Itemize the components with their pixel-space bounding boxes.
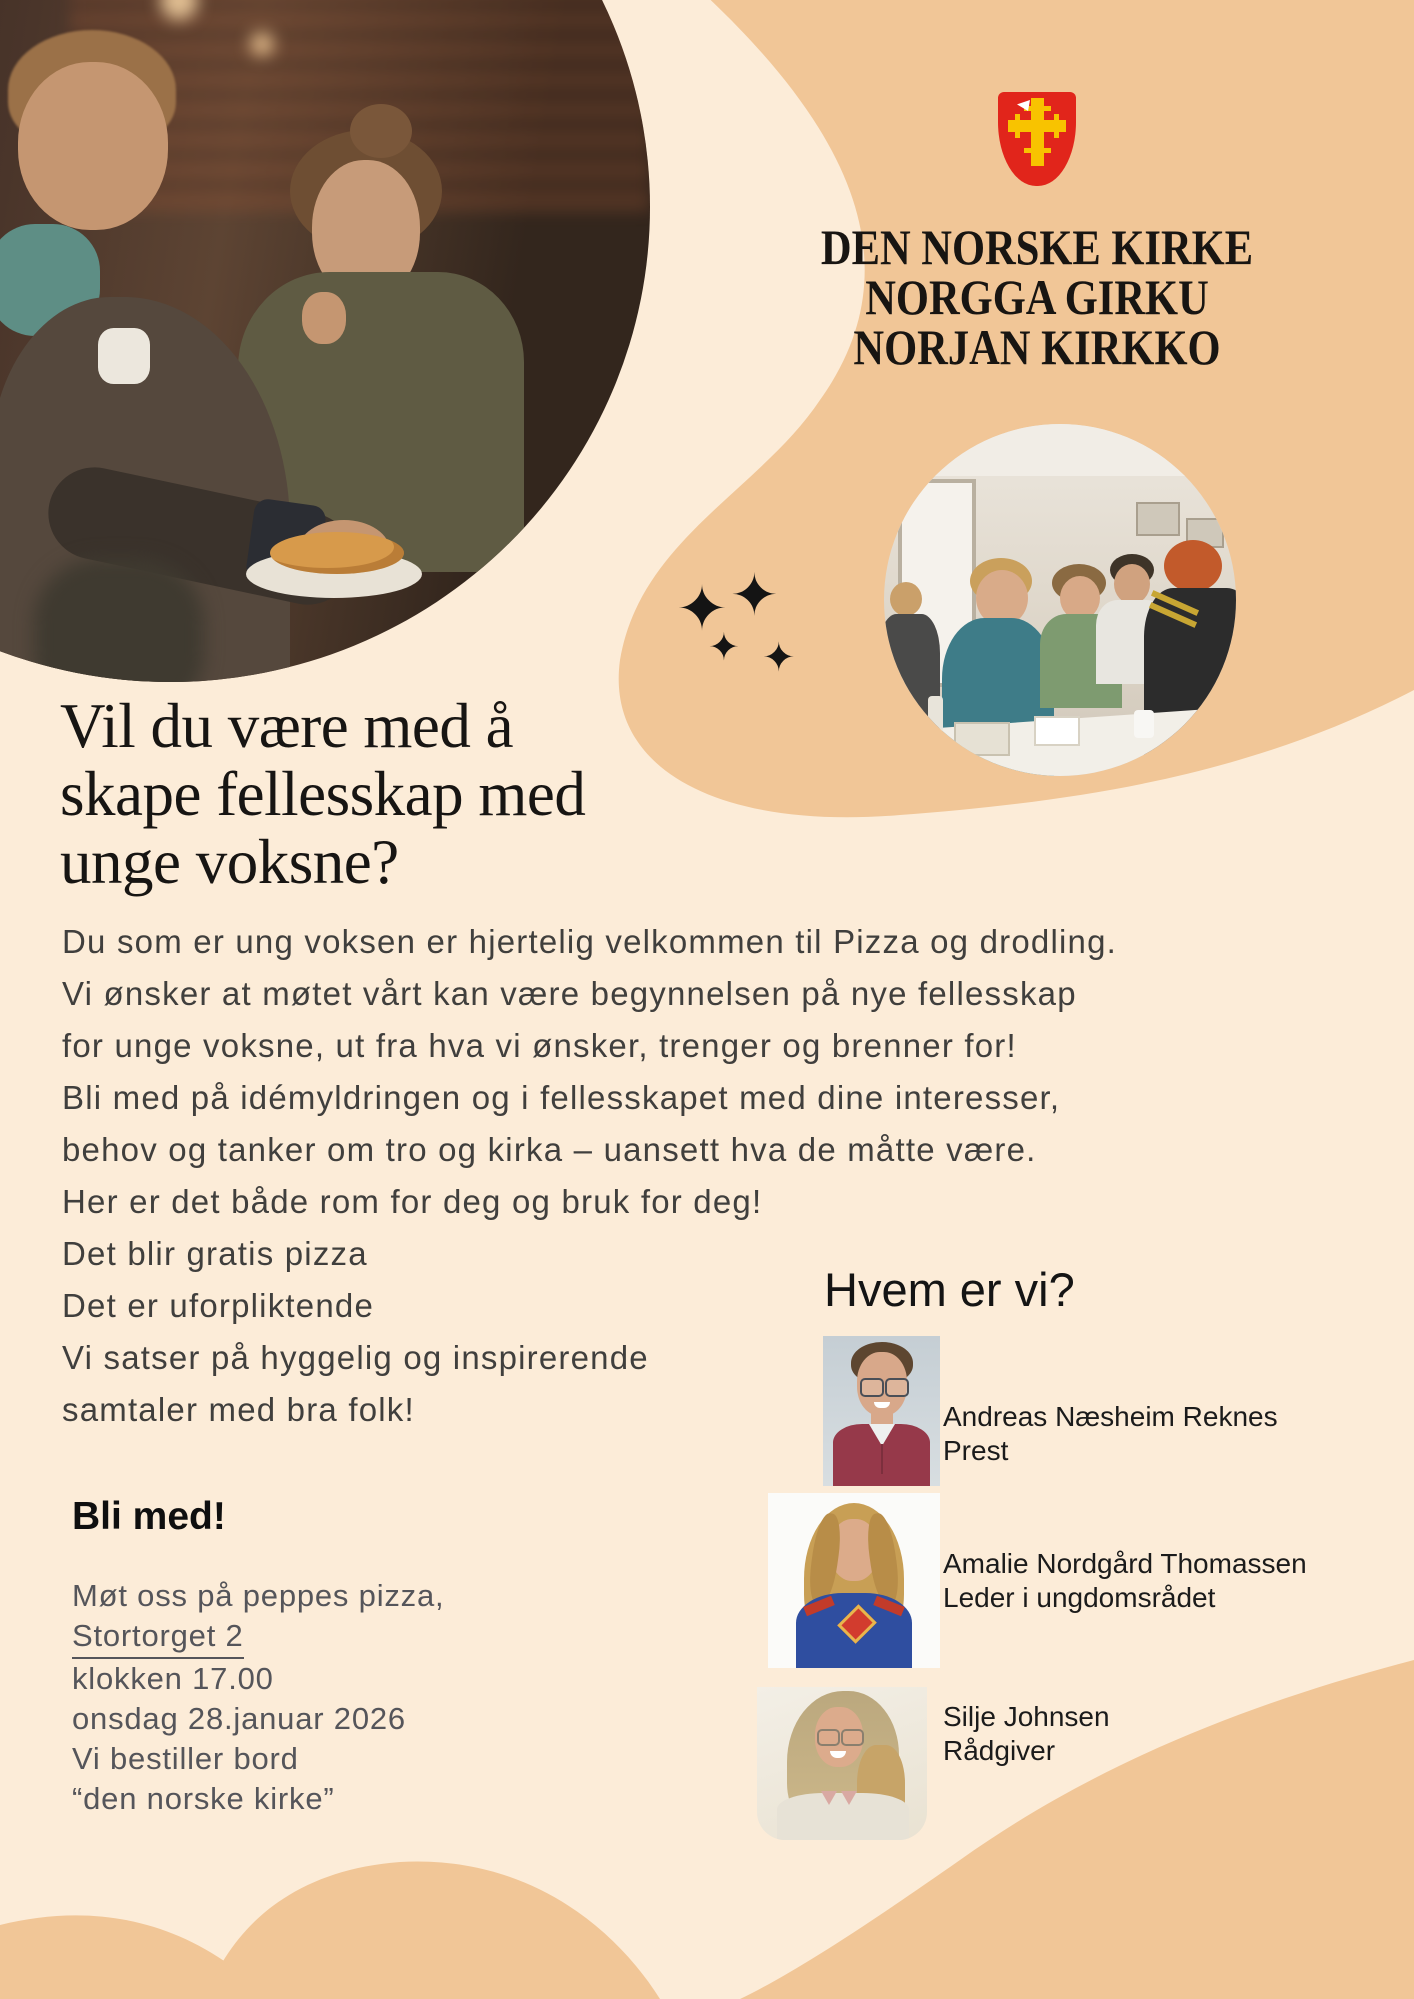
body-line: Vi ønsker at møtet vårt kan være begynnelsen på nye fellesskap bbox=[62, 975, 1077, 1012]
sparkle-icon: ✦ bbox=[708, 625, 740, 669]
person-role: Leder i ungdomsrådet bbox=[943, 1582, 1216, 1613]
person-head bbox=[1114, 564, 1150, 604]
who-title: Hvem er vi? bbox=[824, 1263, 1075, 1316]
person-name: Andreas Næsheim Reknes bbox=[943, 1401, 1278, 1432]
church-name-line: NORGGA GIRKU bbox=[865, 269, 1209, 325]
cross-bar bbox=[1015, 114, 1020, 138]
body-text bbox=[62, 916, 1117, 1436]
person-name: Silje Johnsen bbox=[943, 1701, 1110, 1732]
join-time: klokken 17.00 bbox=[72, 1661, 274, 1696]
portrait-photo-silje bbox=[757, 1687, 927, 1840]
person-role: Rådgiver bbox=[943, 1735, 1056, 1766]
heading-line: unge voksne? bbox=[60, 827, 399, 897]
zipper bbox=[881, 1444, 883, 1474]
bottom-center-hill bbox=[205, 1861, 660, 1999]
jar bbox=[1134, 710, 1154, 738]
person-label bbox=[943, 1700, 1110, 1768]
body-line: Det blir gratis pizza bbox=[62, 1235, 368, 1272]
sparkle-icon: ✦ bbox=[762, 635, 796, 681]
flatbread bbox=[270, 532, 404, 574]
church-name-line: DEN NORSKE KIRKE bbox=[820, 219, 1254, 275]
glasses-lens bbox=[841, 1729, 864, 1746]
join-venue: Møt oss på peppes pizza, bbox=[72, 1578, 445, 1613]
body-line: for unge voksne, ut fra hva vi ønsker, trenger og brenner for! bbox=[62, 1027, 1017, 1064]
glasses-lens bbox=[885, 1378, 909, 1397]
heading-line: Vil du være med å bbox=[60, 691, 514, 761]
body-line: Her er det både rom for deg og bruk for deg! bbox=[62, 1183, 763, 1220]
body-line: Bli med på idémyldringen og i fellesskapet med dine interesser, bbox=[62, 1079, 1061, 1116]
blurred-figure bbox=[34, 558, 204, 682]
cardboard-box bbox=[1034, 716, 1080, 746]
wall-frame bbox=[1136, 502, 1180, 536]
person-head bbox=[890, 582, 922, 616]
person-name: Amalie Nordgård Thomassen bbox=[943, 1548, 1307, 1579]
glasses-lens bbox=[817, 1729, 840, 1746]
person-hand bbox=[302, 292, 346, 344]
body-line: Det er uforpliktende bbox=[62, 1287, 374, 1324]
portrait-photo-andreas bbox=[823, 1336, 940, 1486]
cardboard-box bbox=[954, 722, 1010, 756]
bokeh-light bbox=[250, 32, 274, 56]
join-note: Vi bestiller bord bbox=[72, 1741, 299, 1776]
join-details bbox=[72, 1576, 444, 1819]
portrait-photo-amalie bbox=[768, 1493, 940, 1668]
person-role: Prest bbox=[943, 1435, 1009, 1466]
join-note: “den norske kirke” bbox=[72, 1781, 335, 1816]
join-title: Bli med! bbox=[72, 1495, 226, 1538]
person-label bbox=[943, 1400, 1278, 1468]
church-wordmark bbox=[740, 219, 1334, 375]
sparkle-icon: ✦ bbox=[730, 561, 779, 629]
ceiling bbox=[884, 424, 1236, 476]
heading-line: skape fellesskap med bbox=[60, 759, 586, 829]
cross-bar bbox=[1024, 148, 1051, 153]
sweater bbox=[777, 1793, 909, 1840]
hair-bun bbox=[350, 104, 412, 158]
coffee-cup bbox=[98, 328, 150, 384]
cross-bar bbox=[1054, 114, 1059, 138]
person-hair bbox=[1164, 540, 1222, 592]
join-date: onsdag 28.januar 2026 bbox=[72, 1701, 406, 1736]
sparkle-icon: ✦ bbox=[676, 572, 728, 645]
body-line: Du som er ung voksen er hjertelig velkommen til Pizza og drodling. bbox=[62, 923, 1117, 960]
address-link[interactable]: Stortorget 2 bbox=[72, 1616, 244, 1659]
body-line: Vi satser på hyggelig og inspirerende bbox=[62, 1339, 649, 1376]
person-face bbox=[18, 62, 168, 230]
glasses-lens bbox=[860, 1378, 884, 1397]
person-label bbox=[943, 1547, 1307, 1615]
body-line: behov og tanker om tro og kirka – uansett hva de måtte være. bbox=[62, 1131, 1037, 1168]
church-name-line: NORJAN KIRKKO bbox=[853, 319, 1221, 375]
bottle bbox=[928, 696, 943, 732]
main-heading bbox=[60, 692, 585, 896]
body-line: samtaler med bra folk! bbox=[62, 1391, 415, 1428]
workshop-photo bbox=[884, 424, 1236, 776]
